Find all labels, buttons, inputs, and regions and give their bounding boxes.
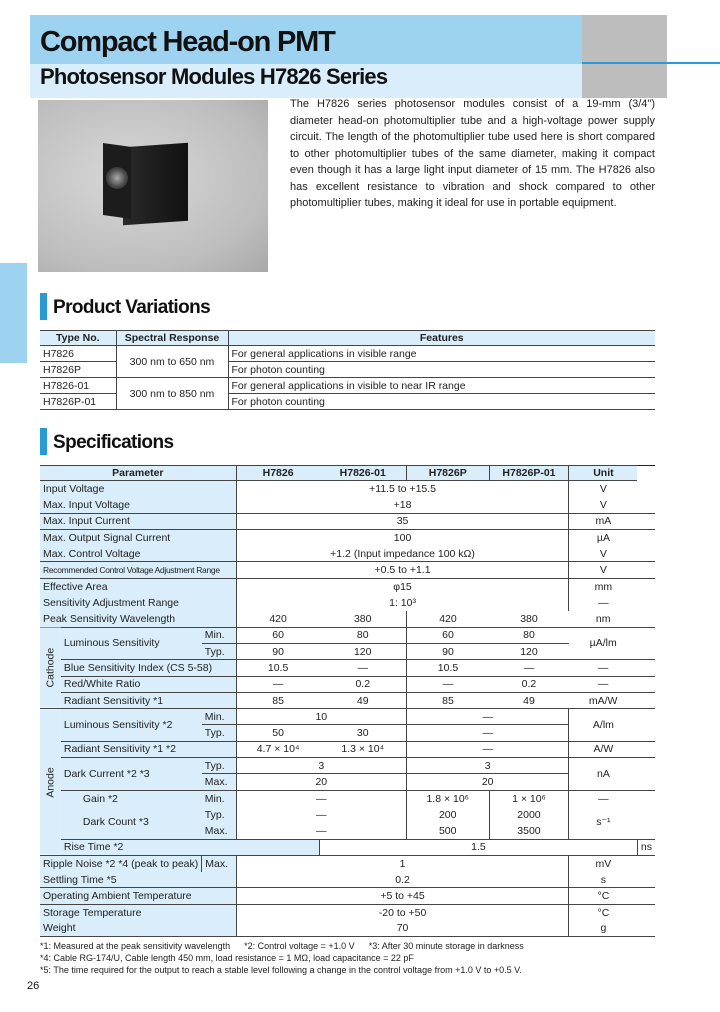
spec-cell: 30 <box>320 725 407 741</box>
footnote: *4: Cable RG-174/U, Cable length 450 mm, load resistance = 1 MΩ, load capacitance = 22 pF <box>40 953 414 963</box>
sub-label: Max. <box>202 774 236 790</box>
type-no: H7826P-01 <box>40 394 116 410</box>
spec-cell: +0.5 to +1.1 <box>236 562 569 578</box>
param-name: Max. Output Signal Current <box>40 529 236 545</box>
spec-cell: 60 <box>406 627 489 643</box>
spec-cell: 500 <box>406 823 489 839</box>
spec-cell: 380 <box>520 612 538 625</box>
spec-cell: 60 <box>236 627 319 643</box>
spec-cell: 49 <box>320 692 407 708</box>
param-name: Dark Count *3 <box>61 806 202 839</box>
col-header: Type No. <box>40 331 116 346</box>
col-header: Features <box>228 331 655 346</box>
specifications-table <box>40 465 655 937</box>
col-header: Parameter <box>40 466 236 481</box>
spec-cell: °C <box>597 906 610 919</box>
spec-cell: — <box>236 790 406 806</box>
sub-label: Min. <box>202 790 236 806</box>
spectral-response: 300 nm to 850 nm <box>116 378 228 410</box>
footnotes <box>40 940 538 976</box>
features: For photon counting <box>231 363 325 376</box>
spec-cell: 380 <box>320 611 407 627</box>
spec-cell: 120 <box>320 643 407 659</box>
header-gray-block <box>582 15 667 98</box>
features: For general applications in visible to near IR range <box>231 379 466 392</box>
type-no: H7826-01 <box>40 378 116 394</box>
spec-cell: — <box>523 661 535 674</box>
spec-cell: 20 <box>406 774 568 790</box>
param-name: Sensitivity Adjustment Range <box>40 595 236 611</box>
spec-cell: 4.7 × 10⁴ <box>256 743 300 756</box>
spec-cell: — <box>597 678 609 691</box>
param-name: Gain *2 <box>61 790 202 806</box>
spec-cell: 35 <box>236 513 569 529</box>
spec-cell: 200 <box>406 806 489 822</box>
param-name: Max. Input Current <box>40 513 236 529</box>
spec-cell: 90 <box>272 645 284 658</box>
param-name: Weight <box>40 921 236 937</box>
sub-label: Min. <box>202 627 236 643</box>
spec-cell: g <box>600 922 607 935</box>
spec-cell: 0.2 <box>521 678 537 691</box>
group-label-cathode: Cathode <box>40 627 61 708</box>
spec-cell: µA/lm <box>569 627 637 660</box>
param-name: Rise Time *2 <box>61 839 320 855</box>
spec-cell: 0.2 <box>236 872 569 888</box>
sub-label: Typ. <box>202 806 236 822</box>
spec-cell: ns <box>640 841 652 854</box>
spec-cell: +11.5 to +15.5 <box>236 481 569 497</box>
param-name: Effective Area <box>40 578 236 594</box>
product-variations-table <box>40 330 655 410</box>
section-heading: Product Variations <box>53 297 211 318</box>
spec-cell: — <box>320 660 407 676</box>
spec-cell: mA/W <box>588 694 618 707</box>
spec-cell: 80 <box>320 627 407 643</box>
spec-cell: s⁻¹ <box>569 806 637 839</box>
spec-cell: φ15 <box>236 578 569 594</box>
spec-cell: 90 <box>442 645 454 658</box>
param-name: Luminous Sensitivity *2 <box>61 709 202 742</box>
param-name: Operating Ambient Temperature <box>40 888 236 904</box>
spec-cell: — <box>406 741 568 757</box>
spec-cell: — <box>406 725 568 741</box>
sub-label: Max. <box>202 823 236 839</box>
section-marker <box>40 428 47 455</box>
spec-cell: — <box>598 596 609 609</box>
param-name: Luminous Sensitivity <box>61 627 202 660</box>
param-name: Settling Time *5 <box>40 872 236 888</box>
side-tab <box>0 263 27 363</box>
spec-cell: -20 to +50 <box>236 904 569 920</box>
spec-cell: +5 to +45 <box>236 888 569 904</box>
group-label-anode: Anode <box>40 709 61 856</box>
spec-cell: +1.2 (Input impedance 100 kΩ) <box>236 546 569 562</box>
sub-label: Max. <box>202 855 236 871</box>
spec-cell: 20 <box>236 774 406 790</box>
spec-cell: mV <box>595 857 612 870</box>
page-title: Compact Head-on PMT <box>40 26 335 58</box>
sub-label: Min. <box>202 709 236 725</box>
spec-cell: µA <box>596 531 610 544</box>
param-name: Recommended Control Voltage Adjustment Range <box>40 562 236 578</box>
spec-cell: 10.5 <box>267 661 289 674</box>
param-name: Storage Temperature <box>40 904 236 920</box>
param-name: Red/White Ratio <box>61 676 236 692</box>
param-name: Radiant Sensitivity *1 <box>61 692 236 708</box>
param-name: Dark Current *2 *3 <box>61 758 202 791</box>
sub-label: Typ. <box>202 725 236 741</box>
param-name: Max. Input Voltage <box>40 497 236 513</box>
spec-cell: — <box>442 678 454 691</box>
param-name: Max. Control Voltage <box>40 546 236 562</box>
spec-cell: 1.5 <box>320 839 638 855</box>
product-photo <box>38 100 268 272</box>
features: For general applications in visible range <box>231 347 417 360</box>
spec-cell: 1: 10³ <box>236 595 569 611</box>
section-heading: Specifications <box>53 432 174 453</box>
spec-cell: — <box>272 678 284 691</box>
spec-cell: 420 <box>269 612 287 625</box>
spec-cell: 1.8 × 10⁶ <box>406 790 489 806</box>
spec-cell: V <box>599 482 607 495</box>
spec-cell: 3500 <box>489 823 569 839</box>
page-subtitle: Photosensor Modules H7826 Series <box>40 64 388 89</box>
spec-cell: — <box>236 823 406 839</box>
page-number: 26 <box>27 980 40 992</box>
section-marker <box>40 293 47 320</box>
footnote: *1: Measured at the peak sensitivity wavelength <box>40 941 231 951</box>
description: The H7826 series photosensor modules consist of a 19-mm (3/4") diameter head-on photomultiplier tube and a high-voltage power supply circuit. The length of the photomultiplier tube used here is short compared to other photomultiplier tubes of the same diameter, making it compact even though it has a large light input diameter of 15 mm. The H7826 also has excellent resistance to vibration and shock compared to other photomultiplier tubes, making it ideal for use in portable equipment. <box>290 98 655 209</box>
spec-cell: 10.5 <box>437 661 459 674</box>
spec-cell: 0.2 <box>320 676 407 692</box>
spectral-response: 300 nm to 650 nm <box>116 346 228 378</box>
col-header: Spectral Response <box>116 331 228 346</box>
sub-label: Typ. <box>202 758 236 774</box>
spec-cell: mm <box>594 580 613 593</box>
col-header: H7826 <box>236 466 319 481</box>
header-rule <box>582 62 720 64</box>
spec-cell: V <box>599 564 607 577</box>
spec-cell: — <box>598 792 609 805</box>
footnote: *5: The time required for the output to reach a stable level following a change in the control voltage from +1.0 V to +0.5 V. <box>40 965 522 975</box>
spec-cell: — <box>597 661 609 674</box>
spec-cell: 3 <box>406 758 568 774</box>
spec-cell: nm <box>595 612 611 625</box>
spec-cell: 1.3 × 10⁴ <box>320 741 407 757</box>
spec-cell: °C <box>597 890 610 903</box>
spec-cell: V <box>599 498 607 511</box>
col-header: Unit <box>569 466 637 481</box>
spec-cell: 85 <box>442 694 454 707</box>
footnote: *3: After 30 minute storage in darkness <box>368 941 524 951</box>
spec-cell: 420 <box>439 612 457 625</box>
spec-cell: 50 <box>272 727 284 740</box>
col-header: H7826-01 <box>320 466 407 481</box>
spec-cell: 1 <box>236 855 569 871</box>
col-header: H7826P-01 <box>489 466 569 481</box>
footnote: *2: Control voltage = +1.0 V <box>244 941 355 951</box>
spec-cell: 2000 <box>489 806 569 822</box>
spec-cell: A/lm <box>569 709 637 742</box>
param-name: Ripple Noise *2 *4 (peak to peak) <box>40 855 202 871</box>
spec-cell: 10 <box>236 709 406 725</box>
type-no: H7826P <box>40 362 116 378</box>
param-name: Peak Sensitivity Wavelength <box>40 611 236 627</box>
spec-cell: +18 <box>236 497 569 513</box>
param-name: Input Voltage <box>40 481 236 497</box>
spec-cell: 100 <box>236 529 569 545</box>
spec-cell: mA <box>595 515 612 528</box>
spec-cell: 1 × 10⁶ <box>489 790 569 806</box>
features: For photon counting <box>231 395 325 408</box>
type-no: H7826 <box>40 346 116 362</box>
spec-cell: 49 <box>523 694 535 707</box>
col-header: H7826P <box>406 466 489 481</box>
sub-label: Typ. <box>202 643 236 659</box>
spec-cell: nA <box>569 758 637 791</box>
spec-cell: s <box>600 873 607 886</box>
spec-cell: — <box>406 709 568 725</box>
spec-cell: 85 <box>272 694 284 707</box>
param-name: Blue Sensitivity Index (CS 5-58) <box>61 660 236 676</box>
spec-cell: 3 <box>236 758 406 774</box>
spec-cell: 120 <box>520 645 538 658</box>
spec-cell: — <box>236 806 406 822</box>
param-name: Radiant Sensitivity *1 *2 <box>61 741 236 757</box>
spec-cell: 70 <box>236 921 569 937</box>
spec-cell: V <box>599 547 607 560</box>
spec-cell: A/W <box>593 743 614 756</box>
spec-cell: 80 <box>489 627 569 643</box>
